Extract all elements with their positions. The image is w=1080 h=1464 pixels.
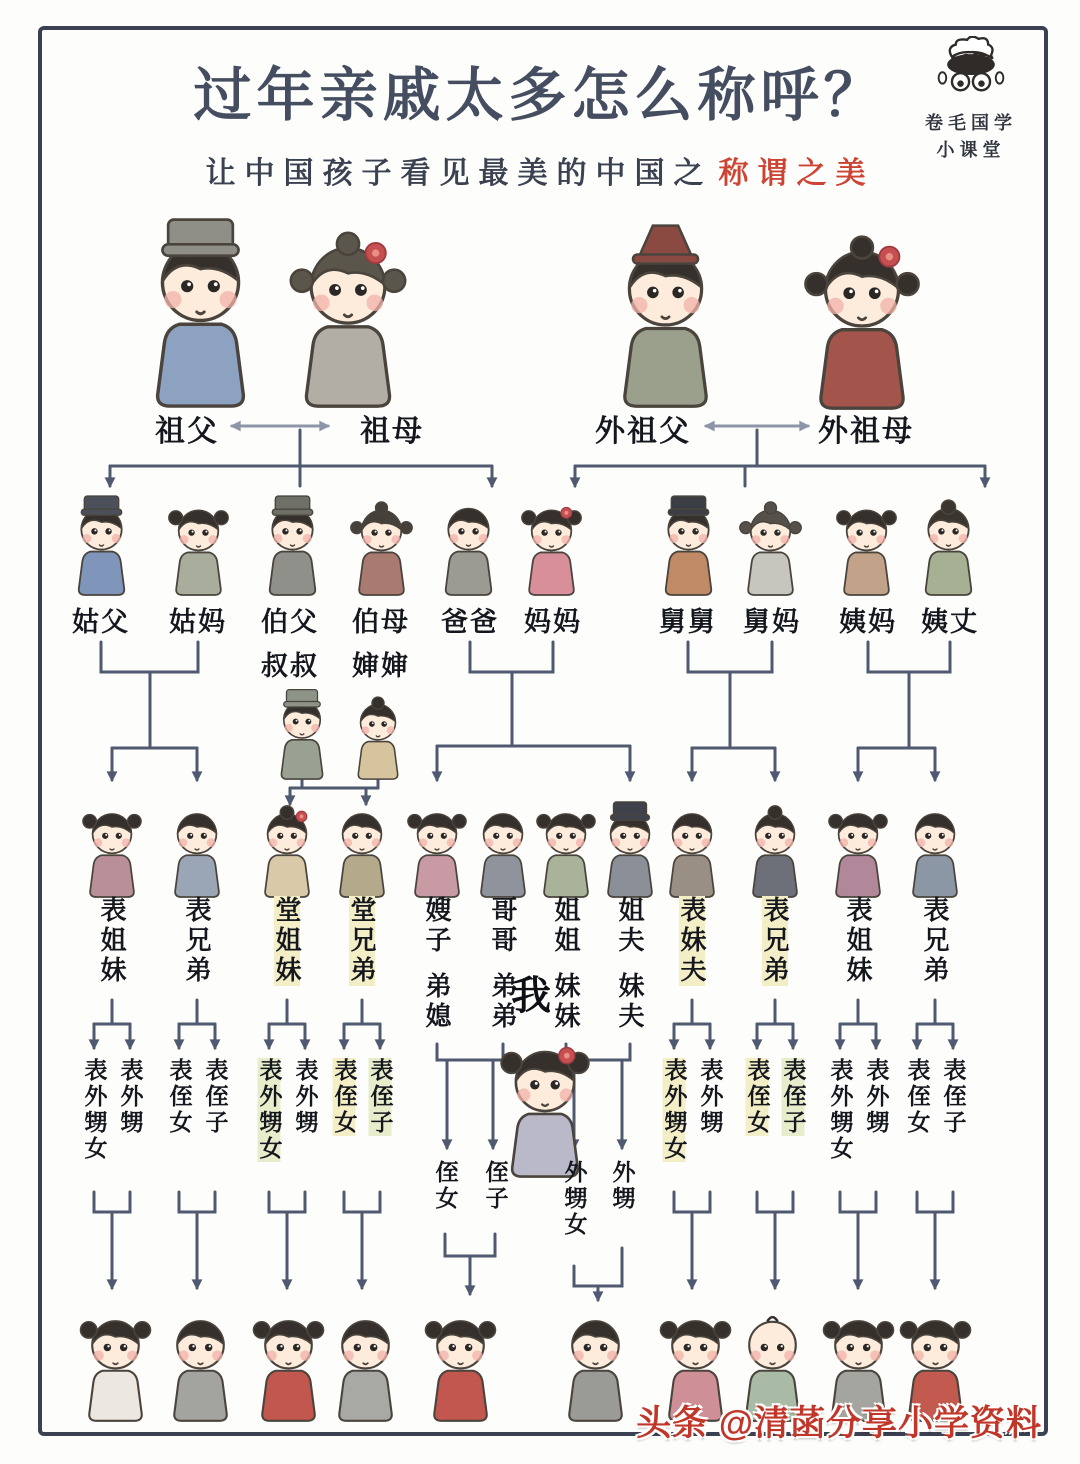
figure-child-4 [327,1302,404,1422]
label-biao-xiongdi-2: 表兄弟 [760,896,790,986]
figure-jiuma [738,494,803,596]
label-child-left-4: 表侄子 [202,1058,229,1136]
label-gege: 哥哥 [488,896,518,956]
label-mama: 妈妈 [524,607,582,637]
brand-badge [902,36,1040,164]
figure-child-5 [422,1302,499,1422]
figure-biao-xiongdi-3 [903,798,967,898]
figure-maternal-grandmother [802,222,922,410]
label-child-left-8: 表侄子 [367,1058,394,1136]
label-child-right-4: 表侄子 [780,1058,807,1136]
figure-tang-xiongdi [330,798,394,898]
label-biao-jiemei-1: 表姐妹 [97,896,127,986]
label-jiejie-meimei [553,896,579,1032]
label-saozi-dixi [424,896,450,1032]
figure-me-girl [497,1028,593,1178]
figure-grandmother [287,218,409,408]
label-child-right-6: 表外甥 [863,1058,890,1136]
label-child-right-5: 表外甥女 [827,1058,854,1162]
label-child-right-3: 表侄女 [744,1058,771,1136]
label-tang-jiemei: 堂姐妹 [272,896,302,986]
label-child-left-5: 表外甥女 [256,1058,283,1162]
figure-biao-xiongdi-1 [165,798,229,898]
figure-child-2 [162,1302,239,1422]
figure-child-6 [557,1302,634,1422]
figure-biao-jiemei-1 [80,798,144,898]
label-yima: 姨妈 [839,607,897,637]
label-shushu: 叔叔 [261,651,319,681]
subtitle-prefix: 让中国孩子看见最美的中国之 [205,157,713,190]
figure-biao-meifu [660,798,724,898]
label-child-right-8: 表侄子 [940,1058,967,1136]
label-guma: 姑妈 [169,607,227,637]
figure-gege [471,798,535,898]
figure-grandfather [138,212,263,408]
figure-shenshen [349,690,407,780]
label-meifu: 妹夫 [615,972,645,1032]
label-child-left-1: 表外甥女 [81,1058,108,1162]
label-biao-meifu: 表妹夫 [677,896,707,986]
figure-biao-jiemei-2 [826,798,890,898]
label-maternal-grandfather: 外祖父 [595,415,691,448]
label-biao-jiemei-2: 表姐妹 [843,896,873,986]
figure-child-3 [250,1302,327,1422]
label-baba: 爸爸 [441,607,499,637]
label-me: 我 [511,974,551,1018]
label-zhizi: 侄子 [482,1160,509,1212]
figure-bofu [259,492,326,596]
label-jiefu: 姐夫 [615,896,645,956]
label-zhinv: 侄女 [432,1160,459,1212]
label-biao-xiongdi-3: 表兄弟 [920,896,950,986]
figure-jiejie [534,798,598,898]
label-paternal-grandfather: 祖父 [155,415,219,448]
label-jiejie: 姐姐 [551,896,581,956]
label-meimei: 妹妹 [551,972,581,1032]
figure-saozi [405,798,469,898]
page-title: 过年亲戚太多怎么称呼？ [193,63,887,128]
label-maternal-grandmother: 外祖母 [818,415,914,448]
label-child-left-6: 表外甥 [292,1058,319,1136]
badge-line1: 卷毛国学 [925,112,1017,133]
figure-jiefu [598,798,662,898]
label-jiefu-meifu [617,896,643,1032]
label-jiujiu: 舅舅 [659,607,717,637]
label-bofu: 伯父 [261,607,319,637]
label-child-right-1: 表外甥女 [661,1058,688,1162]
figure-mama [519,494,584,596]
figure-tang-jiemei [255,798,319,898]
figure-bomu [349,494,414,596]
label-didi: 弟弟 [488,972,518,1032]
label-tang-xiongdi: 堂兄弟 [347,896,377,986]
watermark: 头条 @清菡分享小学资料 [636,1404,1042,1443]
figure-yima [834,494,899,596]
label-gufu: 姑父 [72,607,130,637]
figure-biao-xiongdi-2 [743,798,807,898]
label-waishengnv: 外甥女 [561,1160,588,1238]
figure-baba [435,492,502,596]
subtitle-accent: 称谓之美 [718,157,875,190]
label-shenshen: 婶婶 [352,651,410,681]
figure-yizhang [915,492,982,596]
label-waisheng: 外甥 [609,1160,636,1212]
figure-maternal-grandfather [606,222,725,408]
label-child-right-2: 表外甥 [697,1058,724,1136]
label-yizhang: 姨丈 [921,607,979,637]
label-biao-xiongdi-1: 表兄弟 [182,896,212,986]
figure-guma [166,494,231,596]
label-child-right-7: 表侄女 [904,1058,931,1136]
label-paternal-grandmother: 祖母 [360,415,424,448]
label-bomu: 伯母 [352,607,410,637]
label-jiuma: 舅妈 [743,607,801,637]
figure-child-1 [77,1302,154,1422]
figure-shushu [272,686,332,780]
badge-line2: 小课堂 [936,139,1006,160]
label-child-left-2: 表外甥 [117,1058,144,1136]
label-child-left-3: 表侄女 [166,1058,193,1136]
label-saozi: 嫂子 [422,896,452,956]
curly-mascot-icon [931,36,1011,105]
figure-jiujiu [655,492,722,596]
figure-gufu [68,492,135,596]
label-dixi: 弟媳 [422,972,452,1032]
label-child-left-7: 表侄女 [331,1058,358,1136]
